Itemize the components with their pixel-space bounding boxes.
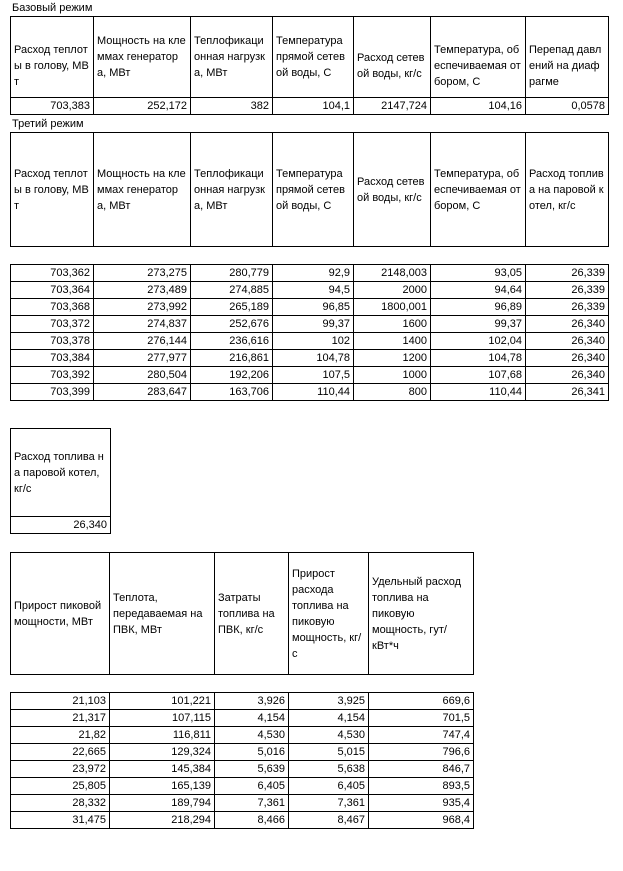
header-cell: Мощность на клеммах генератора, МВт xyxy=(94,133,191,247)
table-cell: 1000 xyxy=(354,367,431,384)
table-row xyxy=(11,367,609,384)
table-cell: 28,332 xyxy=(11,795,110,812)
table-cell: 236,616 xyxy=(191,333,273,350)
table-cell: 703,362 xyxy=(11,265,94,282)
table-cell: 165,139 xyxy=(110,778,215,795)
table-cell: 280,779 xyxy=(191,265,273,282)
header-cell: Теплофикационная нагрузка, МВт xyxy=(191,133,273,247)
table-cell: 280,504 xyxy=(94,367,191,384)
table-cell: 703,384 xyxy=(11,350,94,367)
table-cell: 6,405 xyxy=(215,778,289,795)
header-cell: Мощность на клеммах генератора, МВт xyxy=(94,17,191,98)
table-cell: 7,361 xyxy=(289,795,369,812)
table-cell: 703,378 xyxy=(11,333,94,350)
table-spacer-row xyxy=(11,675,474,693)
table-cell: 274,885 xyxy=(191,282,273,299)
table-cell: 104,78 xyxy=(273,350,354,367)
table-cell: 1200 xyxy=(354,350,431,367)
table-cell: 26,340 xyxy=(526,316,609,333)
table-row xyxy=(11,384,609,401)
table-cell: 107,115 xyxy=(110,710,215,727)
base-mode-table xyxy=(10,16,609,115)
table-cell: 252,172 xyxy=(94,98,191,115)
header-cell: Расход сетевой воды, кг/с xyxy=(354,133,431,247)
header-cell: Температура, обеспечиваемая отбором, С xyxy=(431,133,526,247)
table-cell: 968,4 xyxy=(369,812,474,829)
table-cell: 93,05 xyxy=(431,265,526,282)
table-cell: 273,489 xyxy=(94,282,191,299)
table-cell: 1400 xyxy=(354,333,431,350)
header-cell: Температура прямой сетевой воды, С xyxy=(273,133,354,247)
table-cell: 102,04 xyxy=(431,333,526,350)
header-cell: Удельный расход топлива на пиковую мощность, гут/кВт*ч xyxy=(369,553,474,675)
table-header-row xyxy=(11,133,609,247)
table-row xyxy=(11,727,474,744)
table-cell: 189,794 xyxy=(110,795,215,812)
table-cell: 273,992 xyxy=(94,299,191,316)
boiler-fuel-table xyxy=(10,428,111,534)
table-cell: 26,339 xyxy=(526,299,609,316)
table-cell: 747,4 xyxy=(369,727,474,744)
table-row xyxy=(11,744,474,761)
table-cell: 22,665 xyxy=(11,744,110,761)
table-cell: 7,361 xyxy=(215,795,289,812)
header-cell: Теплофикационная нагрузка, МВт xyxy=(191,17,273,98)
table-row xyxy=(11,333,609,350)
table-cell: 1800,001 xyxy=(354,299,431,316)
table-row xyxy=(11,778,474,795)
table-cell: 5,015 xyxy=(289,744,369,761)
table-cell: 26,341 xyxy=(526,384,609,401)
table-cell: 104,16 xyxy=(431,98,526,115)
table-cell: 2000 xyxy=(354,282,431,299)
table-header-row xyxy=(11,553,474,675)
table-cell: 216,861 xyxy=(191,350,273,367)
table-cell: 94,64 xyxy=(431,282,526,299)
table-cell: 102 xyxy=(273,333,354,350)
table-header-row xyxy=(11,429,111,517)
table-cell: 274,837 xyxy=(94,316,191,333)
table-cell: 99,37 xyxy=(273,316,354,333)
table-cell: 2148,003 xyxy=(354,265,431,282)
table-row xyxy=(11,282,609,299)
base-mode-title: Базовый режим xyxy=(12,2,93,14)
table-cell: 104,78 xyxy=(431,350,526,367)
table-cell: 26,339 xyxy=(526,265,609,282)
table-cell: 26,340 xyxy=(526,350,609,367)
table-cell: 703,399 xyxy=(11,384,94,401)
table-cell: 277,977 xyxy=(94,350,191,367)
table-row xyxy=(11,761,474,778)
table-cell: 4,530 xyxy=(289,727,369,744)
table-cell: 4,154 xyxy=(289,710,369,727)
third-mode-table xyxy=(10,132,609,401)
table-cell: 6,405 xyxy=(289,778,369,795)
table-cell: 796,6 xyxy=(369,744,474,761)
header-cell: Перепад давлений на диафрагме xyxy=(526,17,609,98)
table-cell: 382 xyxy=(191,98,273,115)
table-cell: 101,221 xyxy=(110,693,215,710)
table-cell: 26,340 xyxy=(526,367,609,384)
table-cell: 99,37 xyxy=(431,316,526,333)
table-cell: 26,339 xyxy=(526,282,609,299)
table-cell: 846,7 xyxy=(369,761,474,778)
table-cell: 3,926 xyxy=(215,693,289,710)
table-cell: 276,144 xyxy=(94,333,191,350)
table-row xyxy=(11,693,474,710)
table-cell: 703,383 xyxy=(11,98,94,115)
table-cell: 96,89 xyxy=(431,299,526,316)
table-cell: 21,317 xyxy=(11,710,110,727)
table-cell: 107,68 xyxy=(431,367,526,384)
table-cell: 94,5 xyxy=(273,282,354,299)
table-cell: 96,85 xyxy=(273,299,354,316)
table-cell: 26,340 xyxy=(11,517,111,534)
table-cell: 893,5 xyxy=(369,778,474,795)
table-cell: 5,638 xyxy=(289,761,369,778)
table-cell: 2147,724 xyxy=(354,98,431,115)
header-cell: Расход сетевой воды, кг/с xyxy=(354,17,431,98)
table-cell: 26,340 xyxy=(526,333,609,350)
table-cell: 703,372 xyxy=(11,316,94,333)
header-cell: Прирост расхода топлива на пиковую мощность, кг/с xyxy=(289,553,369,675)
table-cell: 4,530 xyxy=(215,727,289,744)
header-cell: Расход теплоты в голову, МВт xyxy=(11,17,94,98)
table-cell: 935,4 xyxy=(369,795,474,812)
table-cell: 703,392 xyxy=(11,367,94,384)
table-cell: 703,368 xyxy=(11,299,94,316)
table-row xyxy=(11,98,609,115)
third-mode-title: Третий режим xyxy=(12,118,84,130)
table-row xyxy=(11,795,474,812)
table-cell: 5,016 xyxy=(215,744,289,761)
header-cell: Температура прямой сетевой воды, С xyxy=(273,17,354,98)
table-cell: 701,5 xyxy=(369,710,474,727)
table-cell: 145,384 xyxy=(110,761,215,778)
table-cell: 129,324 xyxy=(110,744,215,761)
header-cell: Расход теплоты в голову, МВт xyxy=(11,133,94,247)
table-cell: 265,189 xyxy=(191,299,273,316)
header-cell: Температура, обеспечиваемая отбором, С xyxy=(431,17,526,98)
table-cell: 3,925 xyxy=(289,693,369,710)
table-cell: 104,1 xyxy=(273,98,354,115)
table-cell: 8,467 xyxy=(289,812,369,829)
table-row xyxy=(11,812,474,829)
table-cell: 163,706 xyxy=(191,384,273,401)
table-cell: 110,44 xyxy=(431,384,526,401)
header-cell: Расход топлива на паровой котел, кг/с xyxy=(526,133,609,247)
table-cell: 218,294 xyxy=(110,812,215,829)
table-cell: 1600 xyxy=(354,316,431,333)
table-cell: 669,6 xyxy=(369,693,474,710)
table-cell: 5,639 xyxy=(215,761,289,778)
table-cell: 273,275 xyxy=(94,265,191,282)
table-cell: 192,206 xyxy=(191,367,273,384)
table-cell: 21,103 xyxy=(11,693,110,710)
table-cell: 23,972 xyxy=(11,761,110,778)
table-cell: 21,82 xyxy=(11,727,110,744)
table-cell: 703,364 xyxy=(11,282,94,299)
table-header-row xyxy=(11,17,609,98)
table-cell: 4,154 xyxy=(215,710,289,727)
table-row xyxy=(11,265,609,282)
table-cell: 25,805 xyxy=(11,778,110,795)
table-cell: 92,9 xyxy=(273,265,354,282)
table-cell: 252,676 xyxy=(191,316,273,333)
table-cell: 107,5 xyxy=(273,367,354,384)
header-cell: Прирост пиковой мощности, МВт xyxy=(11,553,110,675)
table-cell: 110,44 xyxy=(273,384,354,401)
peak-capacity-table xyxy=(10,552,474,829)
table-row xyxy=(11,517,111,534)
table-cell: 31,475 xyxy=(11,812,110,829)
header-cell: Теплота, передаваемая на ПВК, МВт xyxy=(110,553,215,675)
header-cell: Расход топлива на паровой котел, кг/с xyxy=(11,429,111,517)
table-row xyxy=(11,350,609,367)
table-cell: 800 xyxy=(354,384,431,401)
header-cell: Затраты топлива на ПВК, кг/с xyxy=(215,553,289,675)
table-cell: 283,647 xyxy=(94,384,191,401)
table-spacer-row xyxy=(11,247,609,265)
table-row xyxy=(11,710,474,727)
table-cell: 0,0578 xyxy=(526,98,609,115)
table-cell: 116,811 xyxy=(110,727,215,744)
table-cell: 8,466 xyxy=(215,812,289,829)
table-row xyxy=(11,316,609,333)
table-row xyxy=(11,299,609,316)
